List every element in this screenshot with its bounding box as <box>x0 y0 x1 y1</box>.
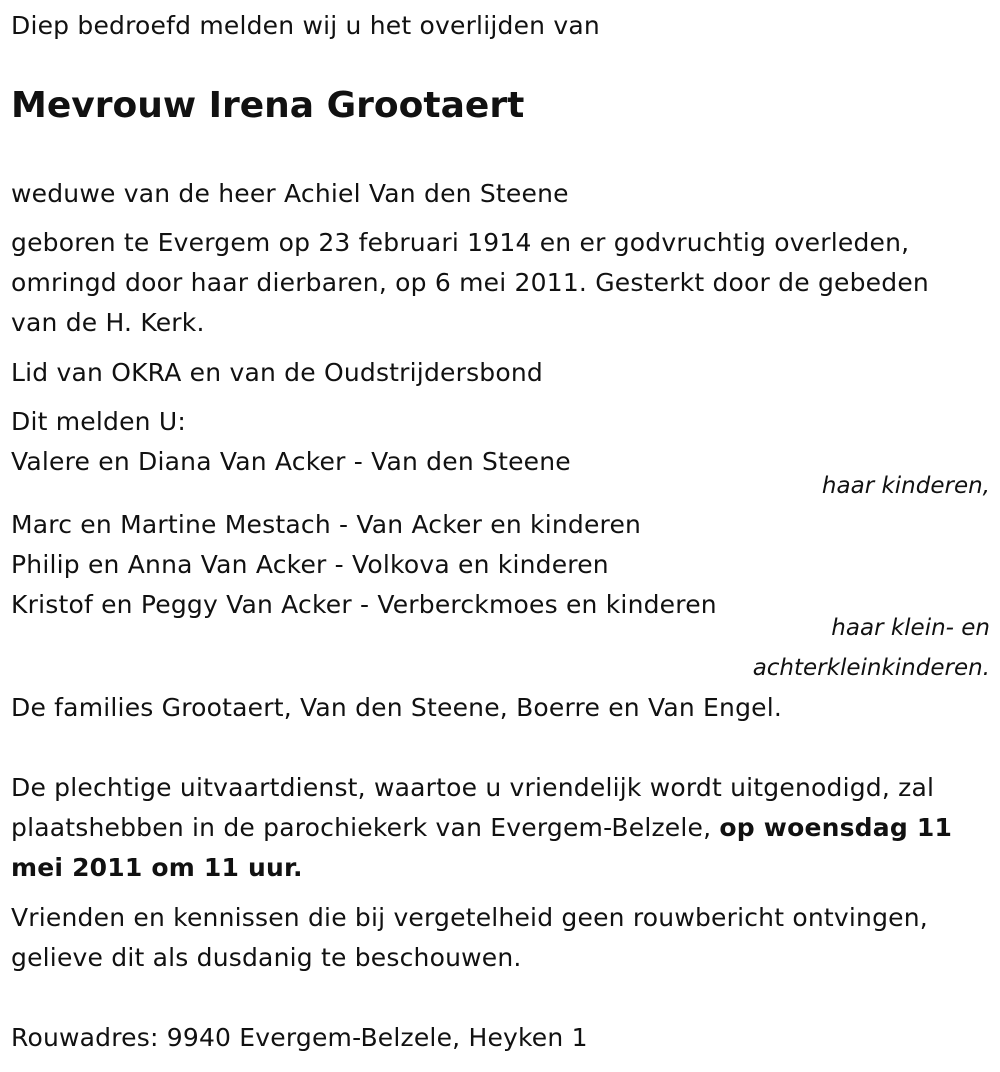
grandchildren-line-2: Philip en Anna Van Acker - Volkova en kinderen <box>11 550 609 579</box>
born-line-3: van de H. Kerk. <box>11 308 205 337</box>
children-label: haar kinderen, <box>821 473 990 499</box>
grandchildren-line-3: Kristof en Peggy Van Acker - Verberckmoes en kinderen <box>11 590 717 619</box>
deceased-name: Mevrouw Irena Grootaert <box>11 85 525 126</box>
grandchildren-label-1: haar klein- en <box>831 615 990 641</box>
service-location: plaatshebben in de parochiekerk van Evergem-Belzele, <box>11 813 720 842</box>
grandchildren-label-2: achterkleinkinderen. <box>752 655 990 681</box>
service-date-end: mei 2011 om 11 uur. <box>11 853 303 882</box>
mourning-address: Rouwadres: 9940 Evergem-Belzele, Heyken 1 <box>11 1023 588 1052</box>
grandchildren-line-1: Marc en Martine Mestach - Van Acker en kinderen <box>11 510 642 539</box>
families-text: De families Grootaert, Van den Steene, Boerre en Van Engel. <box>11 693 783 722</box>
friends-line-2: gelieve dit als dusdanig te beschouwen. <box>11 943 522 972</box>
service-date-start: op woensdag 11 <box>719 813 953 842</box>
intro-text: Diep bedroefd melden wij u het overlijden van <box>11 11 600 40</box>
friends-line-1: Vrienden en kennissen die bij vergetelheid geen rouwbericht ontvingen, <box>11 903 928 932</box>
service-line-1: De plechtige uitvaartdienst, waartoe u vriendelijk wordt uitgenodigd, zal <box>11 773 935 802</box>
service-line-2 <box>11 808 952 848</box>
children-line: Valere en Diana Van Acker - Van den Steene <box>11 447 571 476</box>
membership-text: Lid van OKRA en van de Oudstrijdersbond <box>11 358 543 387</box>
born-line-2: omringd door haar dierbaren, op 6 mei 2011. Gesterkt door de gebeden <box>11 268 929 297</box>
widow-text: weduwe van de heer Achiel Van den Steene <box>11 179 569 208</box>
born-line-1: geboren te Evergem op 23 februari 1914 en er godvruchtig overleden, <box>11 228 910 257</box>
announce-text: Dit melden U: <box>11 407 186 436</box>
